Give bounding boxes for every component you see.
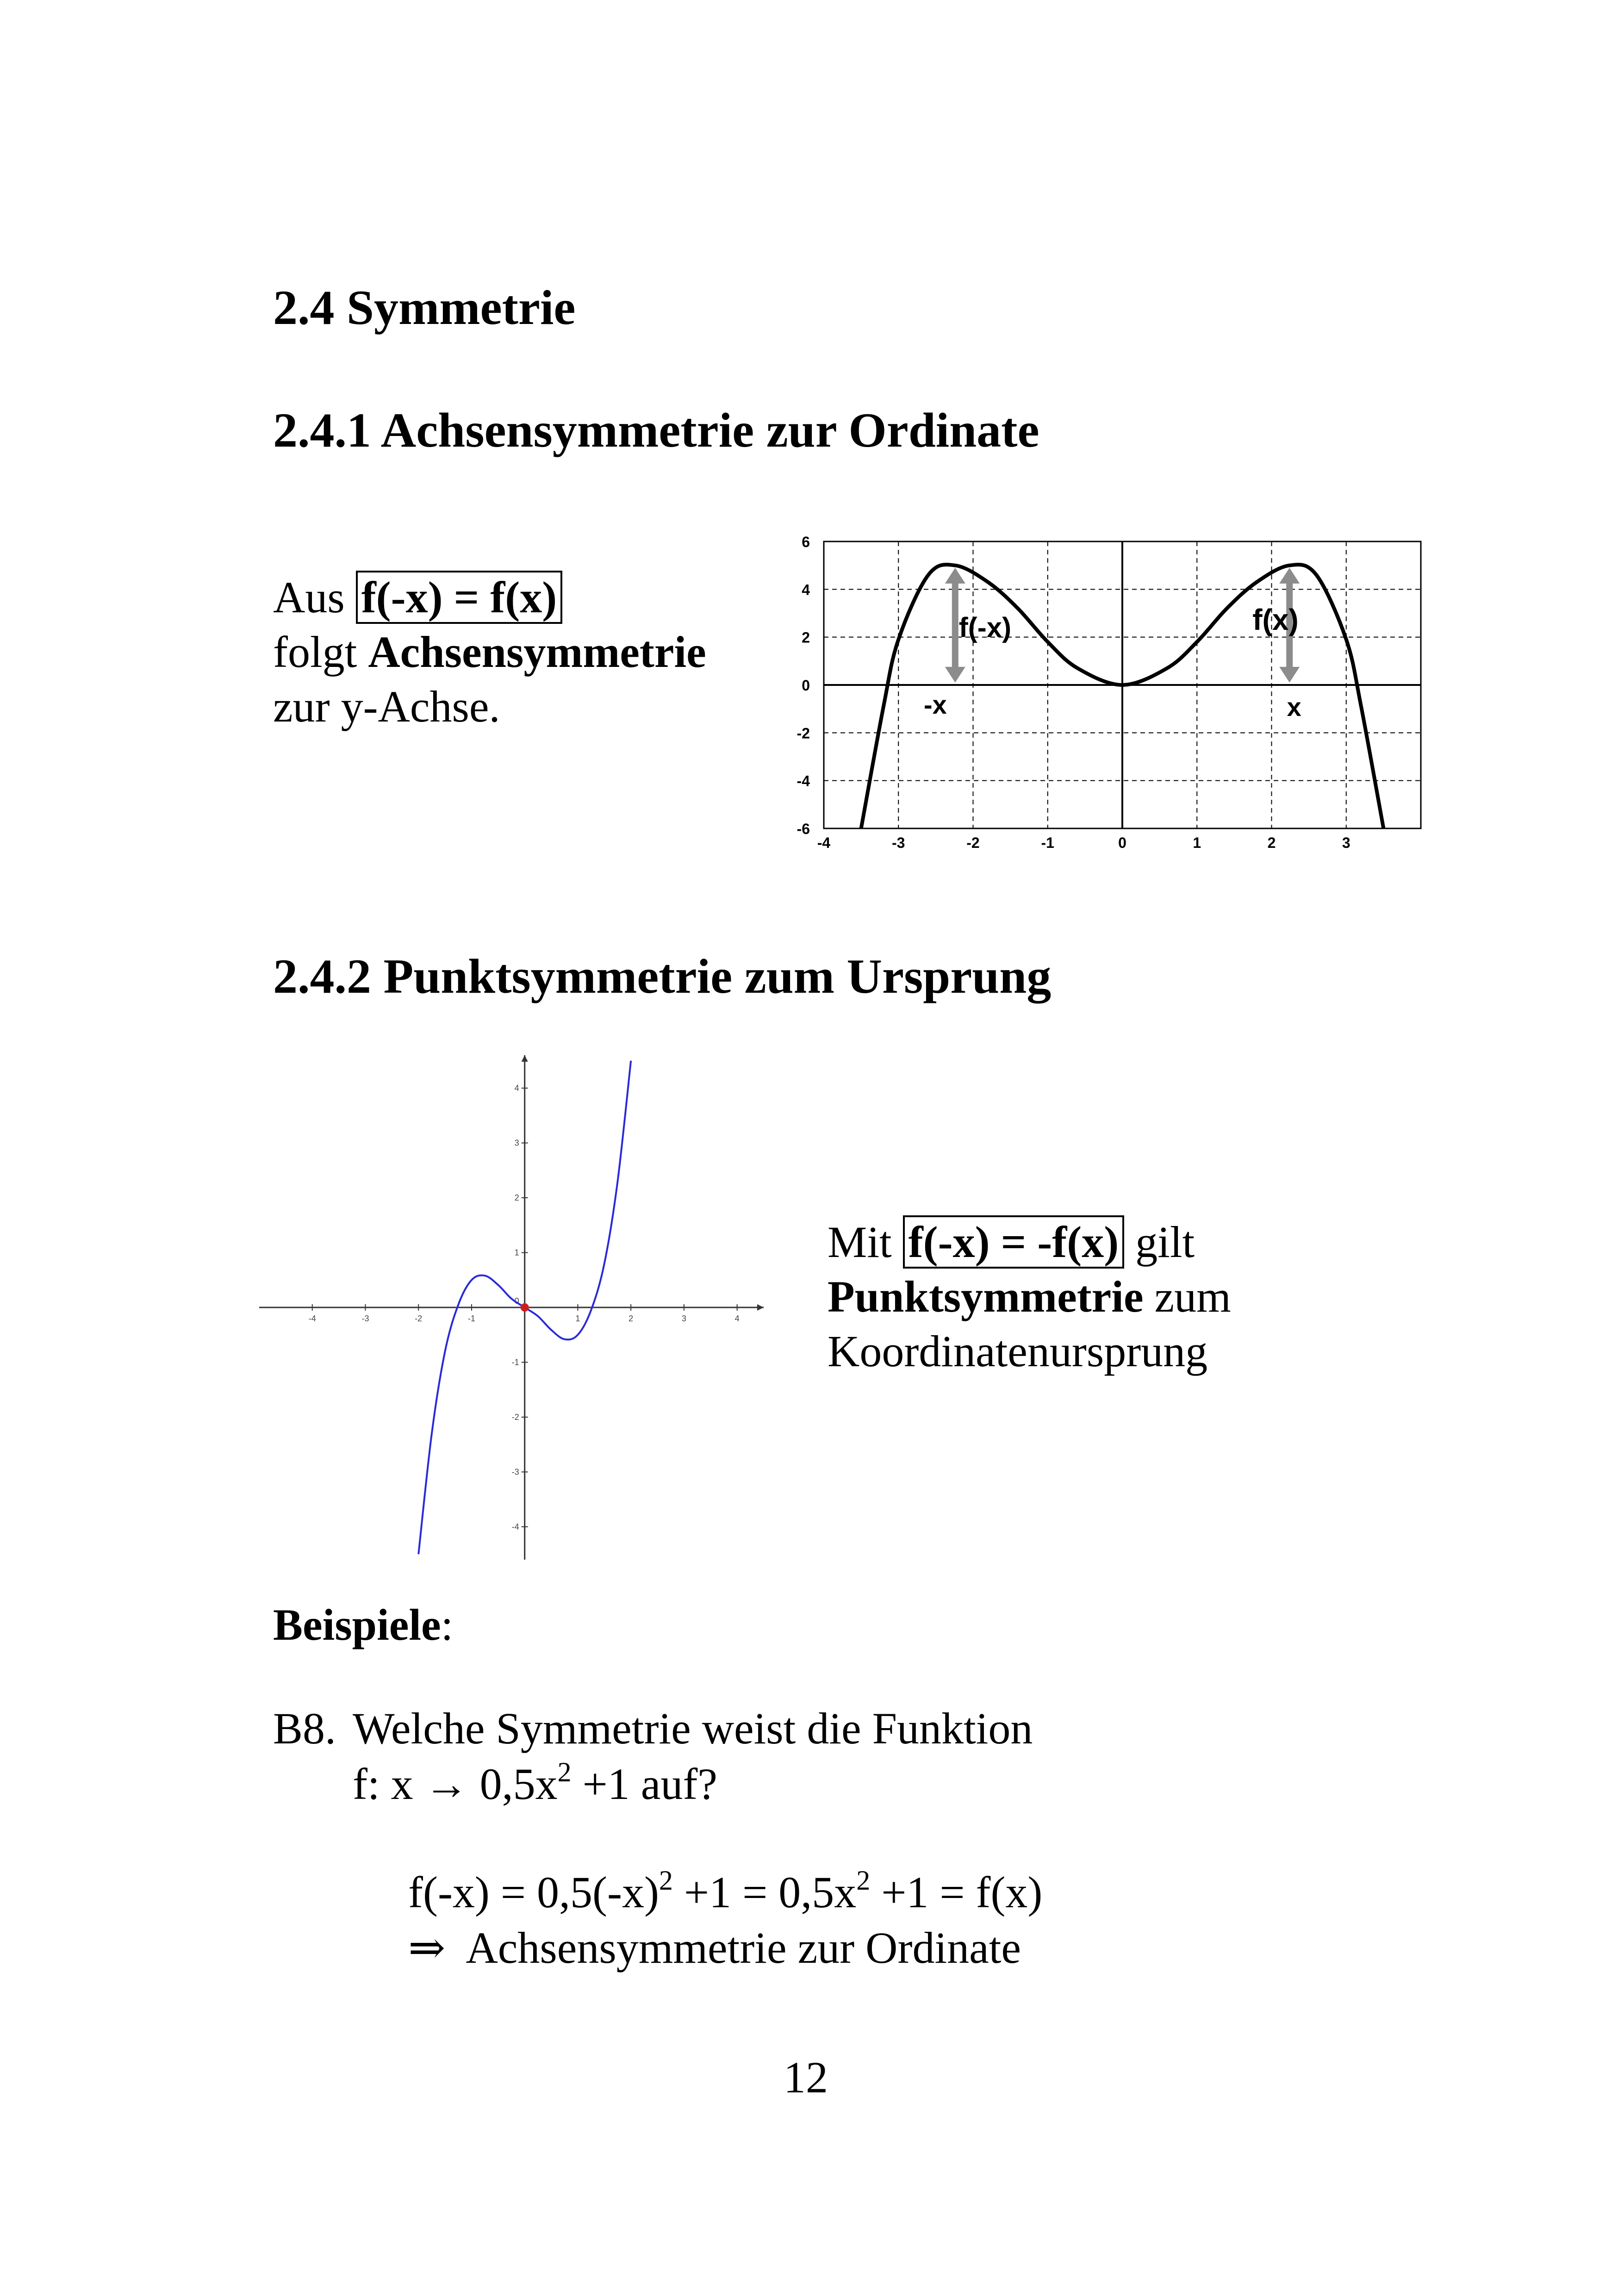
chart1-x-tick-label: 0 (1118, 834, 1126, 851)
axis-line-1: Aus f(-x) = f(x) (273, 570, 706, 625)
chart1-y-tick-label: 0 (802, 677, 810, 694)
chart2-y-tick-label: 2 (514, 1193, 519, 1203)
chart1-arrow-head-up (945, 568, 965, 584)
chart2-x-tick-label: 3 (681, 1314, 686, 1323)
chart1-y-tick-label: 6 (802, 534, 810, 550)
chart1-arrow-head-down (945, 667, 965, 683)
chart2-y-tick-label: 1 (514, 1248, 519, 1257)
chart1-annotation: x (1287, 692, 1301, 722)
chart2-x-arrow (757, 1304, 764, 1311)
page-number: 12 (784, 2053, 828, 2102)
chart2-y-tick-label: -4 (511, 1522, 519, 1531)
point-line-1: Mit f(-x) = -f(x) gilt (828, 1215, 1231, 1269)
chart2-x-tick-label: -1 (467, 1314, 475, 1323)
b8-solution-line-1: $f(-x) = 0,5(-x)^2 +1 = 0,5x^2 +1 = f(x)$ (408, 1865, 1043, 1917)
b8-question-line-2: f: $x \to 0,5x^2 +1$ auf? (353, 1757, 717, 1809)
chart1-y-tick-label: -6 (797, 821, 810, 837)
chart2-y-tick-label: 4 (514, 1083, 519, 1093)
point-symmetry-text (828, 1215, 1231, 1379)
axis-symmetry-text (273, 570, 706, 734)
implies-icon: ⇒ (408, 1923, 446, 1972)
chart1-x-tick-label: -4 (817, 834, 831, 851)
point-symmetry-chart (255, 1046, 773, 1569)
chart1-x-tick-label: -2 (966, 834, 980, 851)
heading-punktsymmetrie: 2.4.2 Punktsymmetrie zum Ursprung (273, 949, 1052, 1003)
chart2-y-tick-label: -1 (511, 1357, 519, 1367)
chart2-x-tick-label: -4 (308, 1314, 316, 1323)
chart2-y-arrow (522, 1055, 528, 1062)
chart1-y-tick-label: -2 (797, 725, 810, 742)
chart2-axes (259, 1055, 764, 1560)
chart1-arrow-head-down (1279, 667, 1300, 683)
axis-line-3: zur y-Achse. (273, 682, 500, 731)
chart2-y-tick-label: -2 (511, 1412, 519, 1422)
chart2-y-tick-label: -3 (511, 1467, 519, 1477)
chart1-y-tick-label: -4 (797, 772, 810, 790)
chart2-x-tick-label: 2 (629, 1314, 634, 1323)
chart1-tick-labels (797, 534, 1350, 851)
heading-achsensymmetrie: 2.4.1 Achsensymmetrie zur Ordinate (273, 403, 1039, 457)
chart1-arrow-head-up (1279, 568, 1300, 584)
chart2-x-tick-label: 4 (734, 1314, 740, 1323)
point-line-3: Koordinatenursprung (828, 1326, 1208, 1376)
b8-number: B8. (273, 1704, 336, 1753)
chart2-origin-label: 0 (514, 1296, 519, 1306)
point-formula-box: f(-x) = -f(x) (903, 1215, 1124, 1269)
chart1-annotation: f(x) (1252, 603, 1299, 637)
axis-symmetry-chart (778, 523, 1430, 875)
chart1-y-tick-label: 4 (802, 581, 810, 598)
b8-solution-line-2: ⇒ Achsensymmetrie zur Ordinate (408, 1923, 1021, 1972)
point-line-2: Punktsymmetrie zum (828, 1272, 1231, 1321)
chart2-y-tick-label: 3 (514, 1138, 519, 1148)
chart1-x-tick-label: 3 (1342, 834, 1350, 851)
chart1-x-tick-label: 1 (1193, 834, 1201, 851)
examples-label: Beispiele: (273, 1600, 454, 1649)
chart2-x-tick-label: 1 (575, 1314, 580, 1323)
chart1-annotation: f(-x) (958, 612, 1012, 643)
chart2-origin-point (521, 1303, 529, 1312)
chart1-annotation: -x (924, 690, 947, 719)
chart1-x-tick-label: -3 (892, 834, 905, 851)
chart1-x-tick-label: -1 (1041, 834, 1054, 851)
b8-question-line-1: Welche Symmetrie weist die Funktion (353, 1704, 1033, 1753)
axis-line-2: folgt Achsensymmetrie (273, 627, 706, 677)
chart1-x-tick-label: 2 (1267, 834, 1276, 851)
chart2-x-tick-label: -2 (415, 1314, 423, 1323)
heading-symmetrie: 2.4 Symmetrie (273, 280, 576, 335)
chart2-x-tick-label: -3 (361, 1314, 369, 1323)
axis-formula-box: f(-x) = f(x) (356, 571, 562, 624)
chart1-y-tick-label: 2 (802, 629, 810, 646)
